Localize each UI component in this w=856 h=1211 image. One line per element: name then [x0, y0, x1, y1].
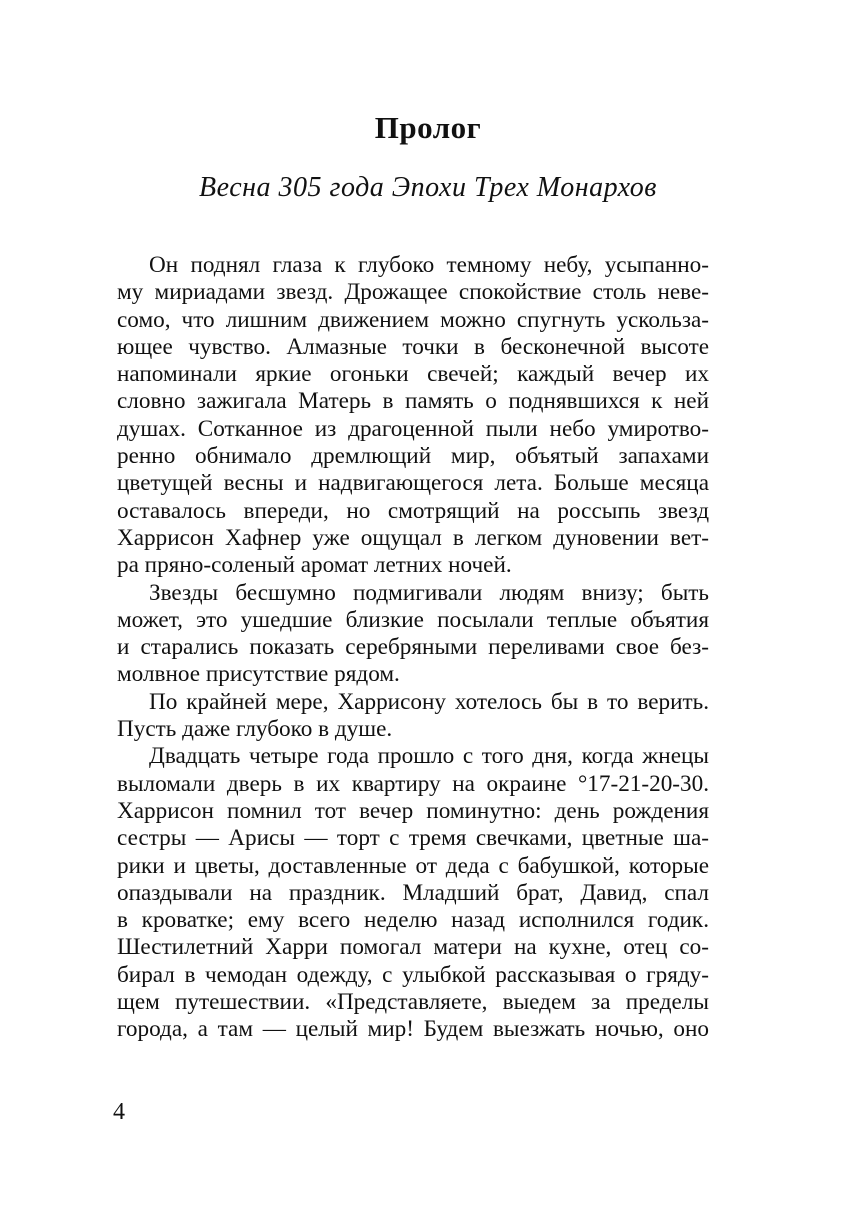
text-line: может, это ушедшие близкие посылали теплые объятия — [117, 606, 709, 633]
text-line: Шестилетний Харри помогал матери на кухне, отец со- — [117, 934, 709, 961]
text-line: города, а там — целый мир! Будем выезжать ночью, оно — [117, 1016, 709, 1043]
text-line: словно зажигала Матерь в память о поднявшихся к ней — [117, 388, 709, 415]
text-line: молвное присутствие рядом. — [117, 661, 400, 688]
text-line: Он поднял глаза к глубоко темному небу, усыпанно- — [149, 252, 709, 278]
text-line: ренно обнимало дремлющий мир, объятый запахами — [117, 443, 709, 470]
text-line: напоминали яркие огоньки свечей; каждый вечер их — [117, 361, 709, 388]
text-line: По крайней мере, Харрисону хотелось бы в то верить. — [149, 688, 709, 715]
text-line: сестры — Арисы — торт с тремя свечками, цветные ша- — [117, 825, 709, 852]
chapter-title: Пролог — [374, 110, 482, 145]
text-line: в кроватке; ему всего неделю назад исполнился годик. — [117, 907, 709, 934]
text-line: душах. Сотканное из драгоценной пыли небо умиротво- — [117, 415, 709, 442]
text-line: Харрисон помнил тот вечер поминутно: день рождения — [117, 797, 709, 824]
chapter-subtitle: Весна 305 года Эпохи Трех Монархов — [199, 172, 657, 203]
text-line: опаздывали на праздник. Младший брат, Давид, спал — [117, 879, 709, 906]
text-line: бирал в чемодан одежду, с улыбкой рассказывая о гряду- — [117, 961, 709, 988]
text-line: ра пряно-соленый аромат летних ночей. — [117, 552, 512, 579]
page-number: 4 — [113, 1099, 125, 1125]
text-line: Харрисон Хафнер уже ощущал в легком дуновении вет- — [117, 524, 709, 551]
text-line: рики и цветы, доставленные от деда с бабушкой, которые — [117, 852, 709, 879]
text-line: и старались показать серебряными переливами свое без- — [117, 634, 709, 661]
text-line: щем путешествии. «Представляете, выедем за пределы — [117, 989, 709, 1016]
text-line: Двадцать четыре года прошло с того дня, когда жнецы — [149, 743, 709, 770]
text-line: ющее чувство. Алмазные точки в бесконечной высоте — [117, 333, 709, 360]
body-text — [117, 252, 709, 1044]
text-line: выломали дверь в их квартиру на окраине °17-21-20-30. — [117, 770, 709, 797]
text-line: цветущей весны и надвигающегося лета. Больше месяца — [117, 470, 709, 497]
text-line: оставалось впереди, но смотрящий на россыпь звезд — [117, 497, 709, 524]
text-line: Звезды бесшумно подмигивали людям внизу; быть — [149, 579, 709, 606]
text-line: сомо, что лишним движением можно спугнуть ускольза- — [117, 306, 709, 333]
text-line: Пусть даже глубоко в душе. — [117, 716, 393, 743]
text-line: му мириадами звезд. Дрожащее спокойствие столь неве- — [117, 279, 709, 306]
